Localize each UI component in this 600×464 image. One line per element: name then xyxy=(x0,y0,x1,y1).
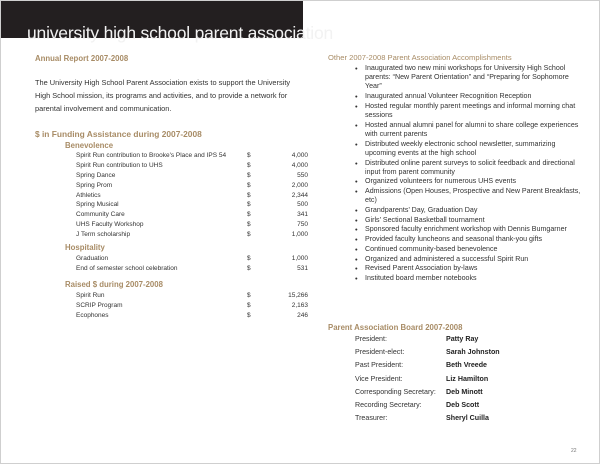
list-item: • Admissions (Open Houses, Prospective and New Parent Breakfasts, etc) xyxy=(355,187,587,205)
row-amount: 2,344 xyxy=(291,191,308,199)
row-label: UHS Faculty Workshop xyxy=(76,221,144,229)
benevolence-heading: Benevolence xyxy=(65,141,114,150)
table-row xyxy=(76,311,308,321)
list-item: • Instituted board member notebooks xyxy=(355,274,587,283)
intro-paragraph: The University High School Parent Association exists to support the University High School mission, its programs and activities, and to provide a network for parental involvement and communication. xyxy=(35,78,291,113)
row-dollar: $ xyxy=(247,201,251,209)
table-row xyxy=(76,291,308,301)
row-label: Ecophones xyxy=(76,311,109,319)
row-amount: 531 xyxy=(297,264,308,272)
board-member-row xyxy=(355,333,575,346)
list-item: • Continued community-based benevolence xyxy=(355,245,587,254)
board-member-row xyxy=(355,359,575,372)
board-member-row xyxy=(355,386,575,399)
board-name: Liz Hamilton xyxy=(446,374,489,383)
list-item: • Distributed weekly electronic school newsletter, summarizing upcoming events at the high school xyxy=(355,140,587,158)
row-label: SCRIP Program xyxy=(76,301,123,309)
row-amount: 1,000 xyxy=(291,231,308,239)
table-row xyxy=(76,230,308,240)
board-heading: Parent Association Board 2007-2008 xyxy=(328,323,463,332)
raised-heading: Raised $ during 2007-2008 xyxy=(65,280,163,289)
row-dollar: $ xyxy=(247,255,251,262)
row-label: Spirit Run xyxy=(76,292,105,299)
board-name: Beth Vreede xyxy=(446,361,488,370)
row-dollar: $ xyxy=(247,264,251,272)
board-name: Patty Ray xyxy=(446,335,479,343)
board-name: Sarah Johnston xyxy=(446,348,500,357)
row-amount: 246 xyxy=(297,311,308,319)
row-amount: 341 xyxy=(297,211,308,219)
row-dollar: $ xyxy=(247,292,251,299)
row-label: J Term scholarship xyxy=(76,231,131,239)
table-row xyxy=(76,200,308,210)
table-row xyxy=(76,151,308,161)
board-role: Recording Secretary: xyxy=(355,400,422,409)
board-role: Corresponding Secretary: xyxy=(355,387,436,396)
row-label: Spring Musical xyxy=(76,201,119,209)
row-label: Spring Prom xyxy=(76,181,113,189)
board-member-row xyxy=(355,412,575,425)
list-item: • Inaugurated annual Volunteer Recognition Reception xyxy=(355,92,587,101)
list-item: • Girls’ Sectional Basketball tournament xyxy=(355,216,587,225)
board-role: Past President: xyxy=(355,361,404,370)
row-dollar: $ xyxy=(247,301,251,309)
board-list xyxy=(355,333,575,425)
board-name: Sheryl Cuilla xyxy=(446,414,489,423)
row-amount: 15,266 xyxy=(288,292,308,299)
row-amount: 2,000 xyxy=(291,181,308,189)
row-label: Athletics xyxy=(76,191,101,199)
row-dollar: $ xyxy=(247,191,251,199)
raised-table xyxy=(76,291,308,321)
board-role: Vice President: xyxy=(355,374,403,383)
row-amount: 550 xyxy=(297,171,308,179)
row-label: Spirit Run contribution to UHS xyxy=(76,161,163,169)
list-item: • Organized and administered a successful Spirit Run xyxy=(355,255,587,264)
hospitality-table xyxy=(76,254,308,274)
row-dollar: $ xyxy=(247,152,251,159)
row-amount: 2,163 xyxy=(291,301,308,309)
table-row xyxy=(76,171,308,181)
table-row xyxy=(76,161,308,171)
funding-heading: $ in Funding Assistance during 2007-2008 xyxy=(35,129,202,139)
board-role: President-elect: xyxy=(355,348,405,357)
annual-report-title: Annual Report 2007-2008 xyxy=(35,54,129,63)
row-dollar: $ xyxy=(247,161,251,169)
table-row xyxy=(76,264,308,274)
table-row xyxy=(76,210,308,220)
board-member-row xyxy=(355,373,575,386)
list-item: • Organized volunteers for numerous UHS events xyxy=(355,177,587,186)
table-row xyxy=(76,220,308,230)
row-amount: 1,000 xyxy=(291,255,308,262)
accomplishments-list xyxy=(355,64,587,284)
list-item: • Provided faculty luncheons and seasonal thank-you gifts xyxy=(355,235,587,244)
board-role: President: xyxy=(355,335,387,343)
table-row xyxy=(76,191,308,201)
row-dollar: $ xyxy=(247,221,251,229)
list-item: • Inaugurated two new mini workshops for University High School parents: “New Parent Orientation” and “Preparing for Sophomore Year” xyxy=(355,64,587,92)
board-name: Deb Scott xyxy=(446,400,480,409)
list-item: • Hosted annual alumni panel for alumni to share college experiences with current parents xyxy=(355,121,587,139)
list-item: • Grandparents’ Day, Graduation Day xyxy=(355,206,587,215)
page-number: 22 xyxy=(571,448,577,454)
row-dollar: $ xyxy=(247,231,251,239)
row-label: Community Care xyxy=(76,211,125,219)
table-row xyxy=(76,181,308,191)
row-dollar: $ xyxy=(247,171,251,179)
row-amount: 500 xyxy=(297,201,308,209)
table-row xyxy=(76,301,308,311)
list-item: • Hosted regular monthly parent meetings and informal morning chat sessions xyxy=(355,102,587,120)
header-bar xyxy=(1,1,334,43)
hospitality-heading: Hospitality xyxy=(65,243,105,252)
list-item: • Sponsored faculty enrichment workshop with Dennis Bumgarner xyxy=(355,225,587,234)
board-member-row xyxy=(355,399,575,412)
board-member-row xyxy=(355,346,575,359)
row-label: Spring Dance xyxy=(76,171,116,179)
row-amount: 4,000 xyxy=(291,161,308,169)
board-role: Treasurer: xyxy=(355,414,388,423)
row-dollar: $ xyxy=(247,211,251,219)
row-amount: 4,000 xyxy=(291,152,308,159)
accomplishments-heading: Other 2007-2008 Parent Association Accomplishments xyxy=(328,53,512,62)
benevolence-table xyxy=(76,151,308,240)
header-title: university high school parent association xyxy=(27,23,334,43)
table-row xyxy=(76,254,308,264)
row-amount: 750 xyxy=(297,221,308,229)
row-label: End of semester school celebration xyxy=(76,264,178,272)
list-item: • Distributed online parent surveys to solicit feedback and directional input from parent community xyxy=(355,159,587,177)
board-name: Deb Minott xyxy=(446,387,483,396)
list-item: • Revised Parent Association by-laws xyxy=(355,264,587,273)
row-label: Graduation xyxy=(76,255,109,262)
row-dollar: $ xyxy=(247,311,251,319)
row-label: Spirit Run contribution to Brooke's Place and IPS 54 xyxy=(76,152,227,159)
row-dollar: $ xyxy=(247,181,251,189)
